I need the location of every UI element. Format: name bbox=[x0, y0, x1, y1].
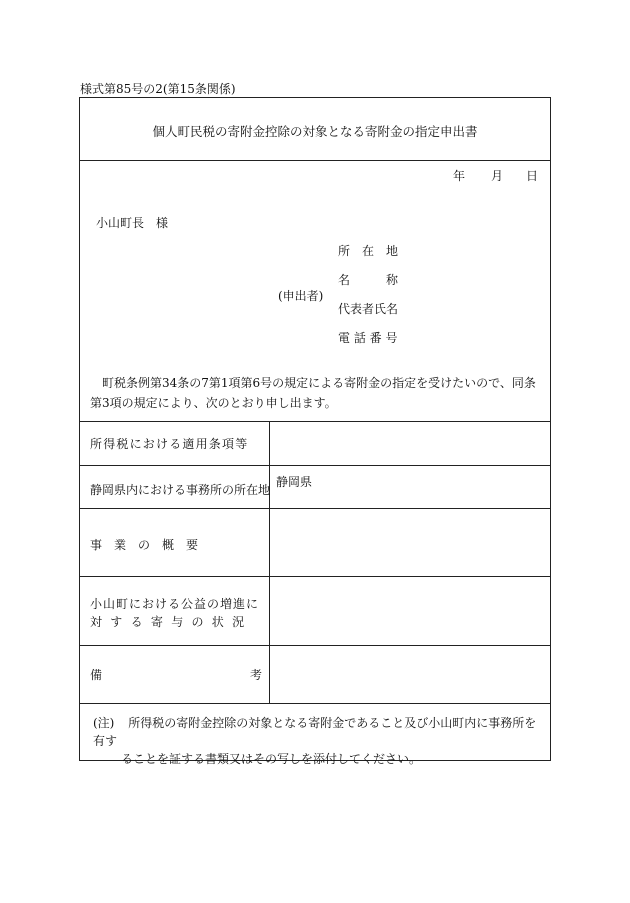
divider bbox=[80, 421, 550, 422]
note-prefix: (注) bbox=[93, 716, 115, 730]
divider bbox=[80, 465, 550, 466]
row-label-remarks bbox=[90, 666, 262, 683]
divider bbox=[80, 508, 550, 509]
row-label-business-summary bbox=[90, 536, 262, 553]
row-label-remarks-part: 備 bbox=[90, 668, 103, 682]
row-label-office-location: 静岡県内における事務所の所在地 bbox=[90, 483, 271, 497]
note bbox=[93, 714, 543, 768]
column-divider bbox=[269, 421, 270, 703]
name-label-part: 名 bbox=[338, 273, 351, 287]
row-label-contribution-line1: 小山町における公益の増進に bbox=[90, 597, 260, 611]
note-line1: 所得税の寄附金控除の対象となる寄附金であること及び小山町内に事務所を有す bbox=[93, 716, 537, 748]
form-number: 様式第85号の2(第15条関係) bbox=[80, 82, 236, 96]
date-day-label: 日 bbox=[526, 169, 539, 183]
row-label-tax-provision: 所得税における適用条項等 bbox=[90, 437, 249, 451]
note-line2: ることを証する書類又はその写しを添付してください。 bbox=[121, 752, 422, 766]
row-label-remarks-part: 考 bbox=[249, 668, 262, 682]
date-month-label: 月 bbox=[491, 169, 504, 183]
addressee: 小山町長 様 bbox=[96, 216, 169, 230]
statement: 町税条例第34条の7第1項第6号の規定による寄附金の指定を受けたいので、同条第3項の規定により、次のとおり申し出ます。 bbox=[90, 376, 536, 410]
form-title: 個人町民税の寄附金控除の対象となる寄附金の指定申出書 bbox=[152, 124, 478, 139]
divider bbox=[80, 645, 550, 646]
divider bbox=[80, 160, 550, 161]
name-label bbox=[338, 271, 398, 288]
row-value-office-location[interactable]: 静岡県 bbox=[276, 475, 313, 489]
divider bbox=[80, 576, 550, 577]
representative-label: 代表者氏名 bbox=[338, 302, 399, 316]
row-label-contribution-line2: 対する寄与の状況 bbox=[90, 615, 253, 629]
phone-label: 電 話 番 号 bbox=[338, 331, 398, 345]
name-label-part: 称 bbox=[385, 273, 398, 287]
row-label-business-summary-text: 事 業 の 概 要 bbox=[90, 538, 199, 552]
divider bbox=[80, 703, 550, 704]
application-form bbox=[79, 97, 551, 766]
address-label: 所 在 地 bbox=[338, 244, 399, 258]
date-year-label: 年 bbox=[453, 169, 466, 183]
applicant-role: (申出者) bbox=[278, 289, 324, 303]
